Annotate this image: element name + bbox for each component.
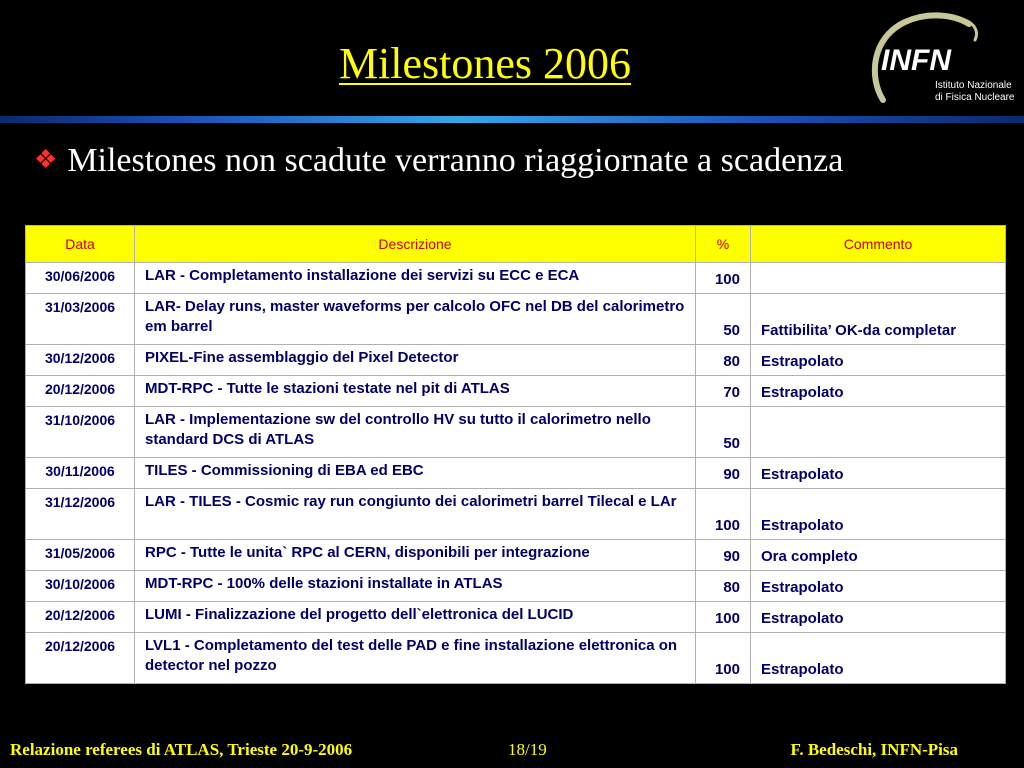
cell-description: LAR - TILES - Cosmic ray run congiunto dei calorimetri barrel Tilecal e LAr	[135, 489, 696, 540]
table-row	[26, 540, 1006, 571]
table-row	[26, 345, 1006, 376]
footer-author: F. Bedeschi, INFN-Pisa	[790, 740, 958, 759]
header-data: Data	[26, 226, 135, 263]
cell-percent: 80	[696, 345, 751, 376]
cell-description: PIXEL-Fine assemblaggio del Pixel Detector	[135, 345, 696, 376]
cell-date: 31/12/2006	[26, 489, 135, 540]
cell-percent: 70	[696, 376, 751, 407]
cell-percent: 100	[696, 633, 751, 684]
cell-description: RPC - Tutte le unita` RPC al CERN, disponibili per integrazione	[135, 540, 696, 571]
footer-page-number: 18/19	[508, 740, 547, 759]
header-percent: %	[696, 226, 751, 263]
cell-description: MDT-RPC - Tutte le stazioni testate nel pit di ATLAS	[135, 376, 696, 407]
cell-comment	[751, 263, 1006, 294]
cell-percent: 90	[696, 540, 751, 571]
cell-date: 31/05/2006	[26, 540, 135, 571]
cell-comment: Estrapolato	[751, 489, 1006, 540]
table-row	[26, 407, 1006, 458]
header-descrizione: Descrizione	[135, 226, 696, 263]
cell-description: LVL1 - Completamento del test delle PAD e fine installazione elettronica on detector nel pozzo	[135, 633, 696, 684]
cell-date: 30/06/2006	[26, 263, 135, 294]
infn-logo-icon	[865, 8, 1024, 108]
cell-comment: Fattibilita’ OK-da completar	[751, 294, 1006, 345]
table-row	[26, 602, 1006, 633]
cell-date: 30/10/2006	[26, 571, 135, 602]
cell-comment: Estrapolato	[751, 633, 1006, 684]
table-row	[26, 376, 1006, 407]
infn-logo	[865, 8, 1024, 108]
cell-comment: Estrapolato	[751, 345, 1006, 376]
cell-comment: Estrapolato	[751, 458, 1006, 489]
svg-text:INFN: INFN	[881, 44, 951, 77]
milestones-table	[25, 225, 1006, 684]
cell-date: 20/12/2006	[26, 633, 135, 684]
bullet-point	[34, 138, 994, 183]
cell-date: 20/12/2006	[26, 376, 135, 407]
table-header-row	[26, 226, 1006, 263]
cell-percent: 100	[696, 602, 751, 633]
cell-date: 30/11/2006	[26, 458, 135, 489]
cell-comment: Estrapolato	[751, 602, 1006, 633]
cell-comment: Estrapolato	[751, 571, 1006, 602]
cell-date: 31/10/2006	[26, 407, 135, 458]
table-row	[26, 571, 1006, 602]
slide-title: Milestones 2006	[338, 39, 632, 88]
cell-percent: 50	[696, 407, 751, 458]
table-row	[26, 489, 1006, 540]
footer-meeting: Relazione referees di ATLAS, Trieste 20-9-2006	[10, 740, 353, 759]
table-row	[26, 263, 1006, 294]
cell-comment: Ora completo	[751, 540, 1006, 571]
cell-date: 30/12/2006	[26, 345, 135, 376]
cell-date: 31/03/2006	[26, 294, 135, 345]
cell-percent: 100	[696, 263, 751, 294]
cell-date: 20/12/2006	[26, 602, 135, 633]
cell-description: TILES - Commissioning di EBA ed EBC	[135, 458, 696, 489]
cell-percent: 100	[696, 489, 751, 540]
diamond-bullet-icon: ❖	[34, 145, 58, 174]
cell-description: MDT-RPC - 100% delle stazioni installate in ATLAS	[135, 571, 696, 602]
cell-comment: Estrapolato	[751, 376, 1006, 407]
header-commento: Commento	[751, 226, 1006, 263]
cell-description: LUMI - Finalizzazione del progetto dell`elettronica del LUCID	[135, 602, 696, 633]
svg-text:di Fisica Nucleare: di Fisica Nucleare	[935, 92, 1015, 103]
svg-text:Istituto Nazionale: Istituto Nazionale	[935, 80, 1012, 91]
cell-description: LAR- Delay runs, master waveforms per calcolo OFC nel DB del calorimetro em barrel	[135, 294, 696, 345]
cell-description: LAR - Implementazione sw del controllo HV su tutto il calorimetro nello standard DCS di ATLAS	[135, 407, 696, 458]
cell-description: LAR - Completamento installazione dei servizi su ECC e ECA	[135, 263, 696, 294]
title-divider	[0, 116, 1024, 123]
table-row	[26, 633, 1006, 684]
cell-percent: 90	[696, 458, 751, 489]
bullet-text: Milestones non scadute verranno riaggiornate a scadenza	[67, 142, 844, 179]
cell-comment	[751, 407, 1006, 458]
table-row	[26, 458, 1006, 489]
cell-percent: 80	[696, 571, 751, 602]
cell-percent: 50	[696, 294, 751, 345]
table-row	[26, 294, 1006, 345]
